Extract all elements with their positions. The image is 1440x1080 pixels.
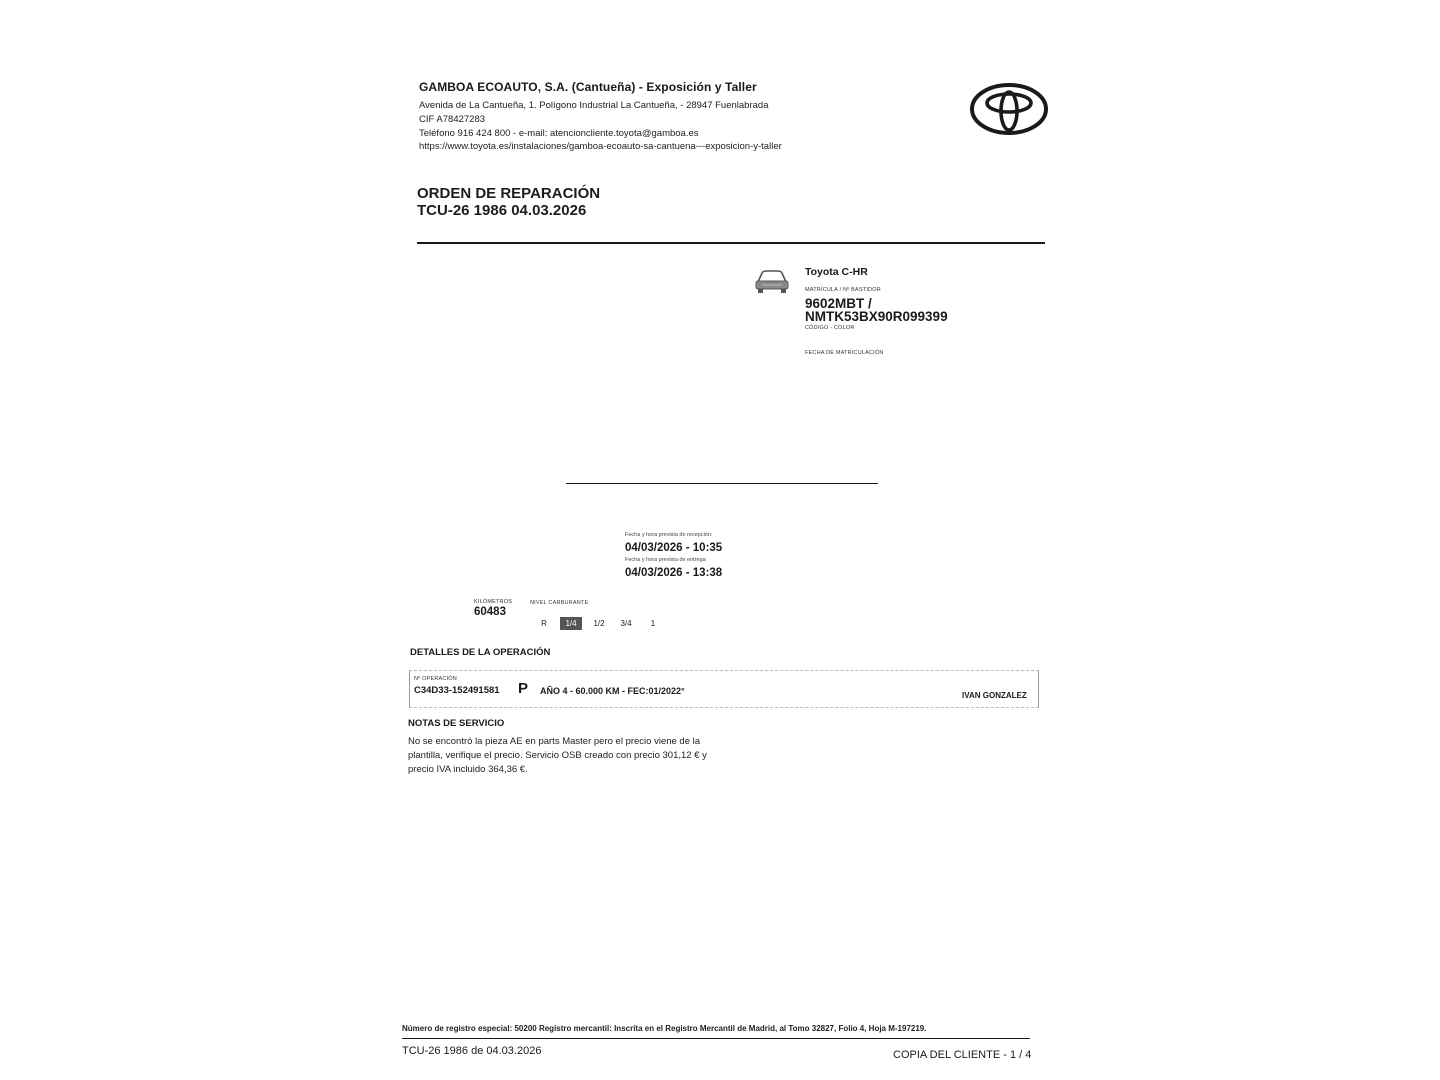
car-icon [754,268,790,294]
registration-date-label: FECHA DE MATRICULACIÓN [805,350,884,356]
company-address: Avenida de La Cantueña, 1. Polígono Industrial La Cantueña, - 28947 Fuenlabrada [419,100,769,111]
toyota-logo-icon [969,82,1049,136]
kilometers-label: KILÓMETROS [474,599,513,605]
document-title-main: ORDEN DE REPARACIÓN [417,185,601,202]
footer-copy-label: COPIA DEL CLIENTE - 1 / 4 [893,1049,1032,1061]
footer-document-ref: TCU-26 1986 de 04.03.2026 [402,1045,542,1057]
document-title-ref: TCU-26 1986 04.03.2026 [417,202,587,219]
vehicle-model: Toyota C-HR [805,266,868,278]
plate-label: MATRÍCULA / Nº BASTIDOR [805,287,881,293]
fuel-option-full: 1 [650,619,656,628]
fuel-option-r: R [541,619,547,628]
service-notes-heading: NOTAS DE SERVICIO [408,718,505,729]
company-name: GAMBOA ECOAUTO, S.A. (Cantueña) - Exposición y Taller [419,80,757,94]
company-cif: CIF A78427283 [419,114,486,125]
fuel-option-half: 1/2 [593,619,605,628]
header-divider [417,242,1045,244]
plate-number: 9602MBT / [805,296,872,311]
service-notes-text: No se encontró la pieza AE en parts Master pero el precio viene de la plantilla, verifique el precio. Servicio OSB creado con precio 301,12 € y precio IVA incluido 364,36 €. [408,736,707,775]
vin-number: NMTK53BX90R099399 [805,309,948,324]
legal-registry-text: Número de registro especial: 50200 Registro mercantil: Inscrita en el Registro Mercantil de Madrid, al Tomo 32827, Folio 4, Hoja M-197219. [402,1024,927,1033]
reception-datetime: 04/03/2026 - 10:35 [625,542,723,554]
fuel-level-label: NIVEL CARBURANTE: [530,600,591,606]
delivery-label: Fecha y hora prevista de entrega [625,557,706,563]
kilometers-value: 60483 [474,606,506,618]
document-title [417,185,600,219]
operation-details-heading: DETALLES DE LA OPERACIÓN [410,647,551,658]
fuel-option-three-quarter: 3/4 [620,619,632,628]
footer-divider [402,1038,1030,1039]
vehicle-plate [805,297,948,323]
company-contact: Teléfono 916 424 800 - e-mail: atencioncliente.toyota@gamboa.es [419,128,699,139]
operation-row [409,670,1039,708]
operation-technician: IVAN GONZALEZ [962,691,1027,700]
operation-description: AÑO 4 - 60.000 KM - FEC:01/2022° [540,686,685,696]
operation-code: P [518,680,529,697]
delivery-datetime: 04/03/2026 - 13:38 [625,567,723,579]
fuel-option-quarter: 1/4 [560,617,582,630]
operation-number-label: Nº OPERACIÓN [414,676,457,682]
reception-label: Fecha y hora prevista de recepción: [625,532,713,538]
code-color-label: CÓDIGO - COLOR [805,325,855,331]
operation-number: C34D33-152491581 [414,685,500,696]
company-website: https://www.toyota.es/instalaciones/gamboa-ecoauto-sa-cantuena---exposicion-y-taller [419,141,782,152]
signature-line [566,483,878,484]
